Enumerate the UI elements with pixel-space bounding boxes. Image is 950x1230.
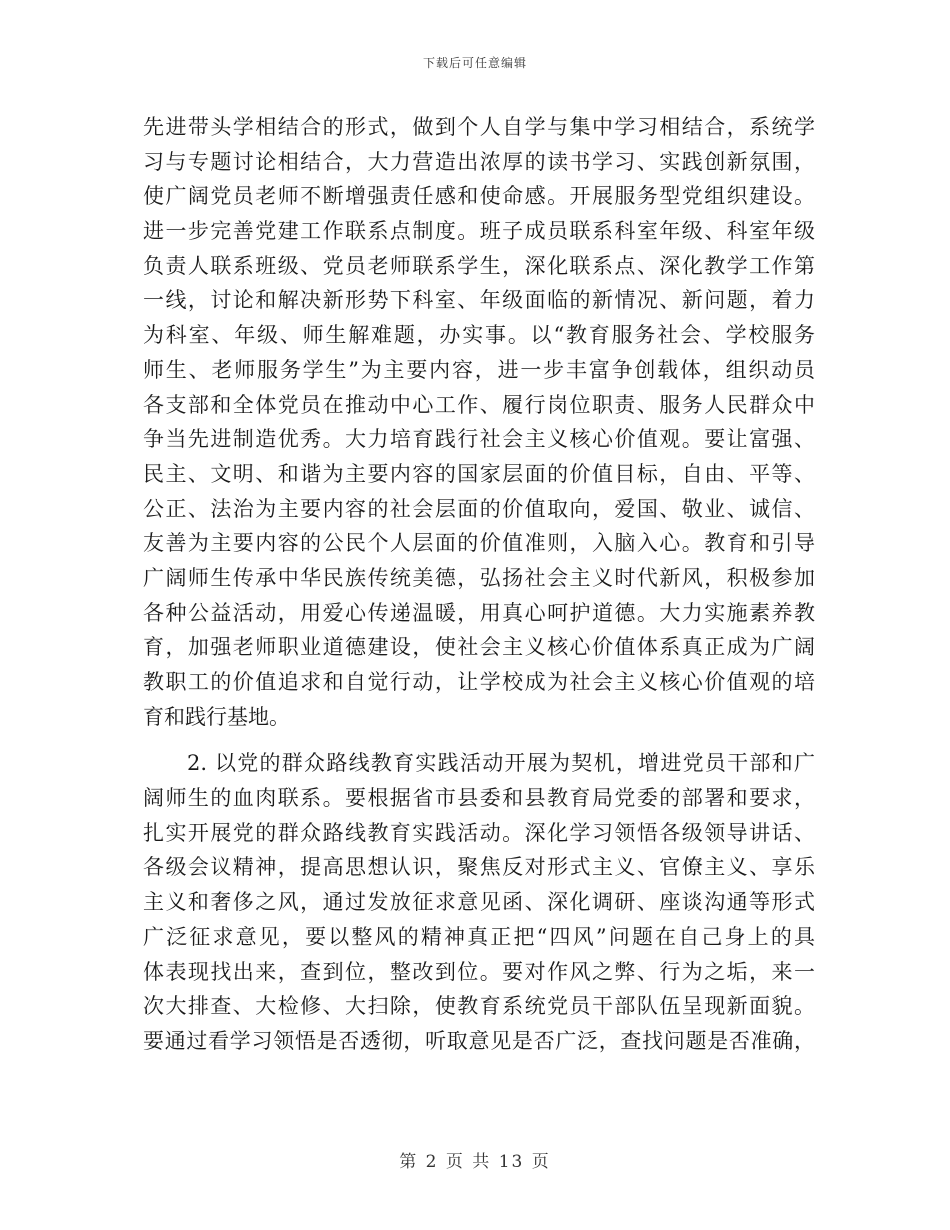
- page-number: 第 2 页 共 13 页: [399, 1152, 551, 1172]
- text-line: 使广阔党员老师不断增强责任感和使命感。开展服务型党组织建设。: [143, 184, 815, 209]
- text-line: 友善为主要内容的公民个人层面的价值准则，入脑入心。教育和引导: [143, 531, 815, 556]
- text-line: 广阔师生传承中华民族传统美德，弘扬社会主义时代新风，积极参加: [143, 565, 815, 590]
- text-line-first: 2. 以党的群众路线教育实践活动开展为契机，增进党员干部和广: [187, 751, 815, 776]
- text-line: 一线，讨论和解决新形势下科室、年级面临的新情况、新问题，着力: [143, 288, 815, 313]
- text-line: 扎实开展党的群众路线教育实践活动。深化学习领悟各级领导讲话、: [143, 820, 815, 845]
- paragraph-1: [143, 110, 815, 734]
- text-line: 育，加强老师职业道德建设，使社会主义核心价值体系真正成为广阔: [143, 635, 815, 660]
- text-line: 习与专题讨论相结合，大力营造出浓厚的读书学习、实践创新氛围，: [143, 149, 815, 174]
- text-line: 为科室、年级、师生解难题，办实事。以“教育服务社会、学校服务: [143, 323, 815, 348]
- page-header: 下载后可任意编辑: [422, 56, 527, 70]
- text-line: 各种公益活动，用爱心传递温暖，用真心呵护道德。大力实施素养教: [143, 600, 815, 625]
- text-line: 争当先进制造优秀。大力培育践行社会主义核心价值观。要让富强、: [143, 427, 815, 452]
- text-line: 公正、法治为主要内容的社会层面的价值取向，爱国、敬业、诚信、: [143, 496, 815, 521]
- text-line: 次大排查、大检修、大扫除，使教育系统党员干部队伍呈现新面貌。: [143, 994, 815, 1019]
- text-line: 各支部和全体党员在推动中心工作、履行岗位职责、服务人民群众中: [143, 392, 815, 417]
- paragraph-2: [143, 746, 815, 1058]
- document-body: [143, 110, 815, 1059]
- text-line-last: 育和践行基地。: [143, 704, 290, 729]
- text-line: 体表现找出来，查到位，整改到位。要对作风之弊、行为之垢，来一: [143, 959, 815, 984]
- text-line: 民主、文明、和谐为主要内容的国家层面的价值目标，自由、平等、: [143, 461, 815, 486]
- text-line: 先进带头学相结合的形式，做到个人自学与集中学习相结合，系统学: [143, 115, 815, 139]
- text-line: 师生、老师服务学生”为主要内容，进一步丰富争创载体，组织动员: [143, 357, 815, 382]
- text-line: 要通过看学习领悟是否透彻，听取意见是否广泛，查找问题是否准确，: [143, 1028, 815, 1053]
- text-line: 阔师生的血肉联系。要根据省市县委和县教育局党委的部署和要求，: [143, 786, 815, 811]
- text-line: 进一步完善党建工作联系点制度。班子成员联系科室年级、科室年级: [143, 219, 815, 244]
- text-line: 教职工的价值追求和自觉行动，让学校成为社会主义核心价值观的培: [143, 670, 815, 694]
- text-line: 主义和奢侈之风，通过发放征求意见函、深化调研、座谈沟通等形式: [143, 890, 815, 915]
- text-line: 广泛征求意见，要以整风的精神真正把“四风”问题在自己身上的具: [143, 924, 815, 949]
- text-line: 各级会议精神，提高思想认识，聚焦反对形式主义、官僚主义、享乐: [143, 855, 815, 880]
- text-line: 负责人联系班级、党员老师联系学生，深化联系点、深化教学工作第: [143, 253, 815, 278]
